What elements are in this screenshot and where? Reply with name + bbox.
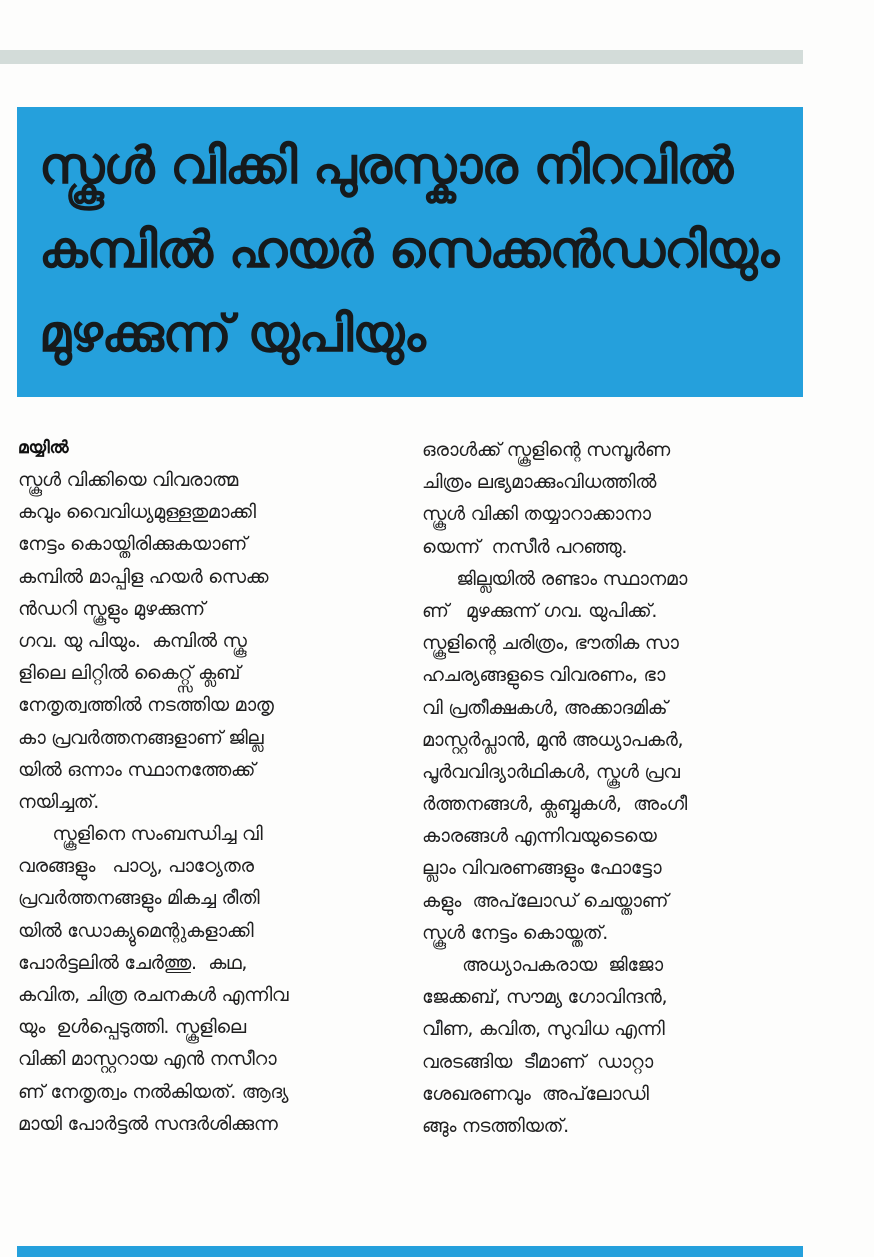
right-column-line: സ്കൂളിന്റെ ചരിത്രം, ഭൗതിക സാ: [422, 632, 679, 655]
right-column: [422, 434, 794, 1142]
right-column-line: ചിത്രം ലഭ്യമാക്കുംവിധത്തിൽ: [422, 471, 657, 494]
right-column-line: ങ്ങും നടത്തിയത്.: [422, 1114, 569, 1137]
right-column-line: സ്കൂൾ വിക്കി തയ്യാറാക്കാനാ: [422, 503, 651, 526]
left-column-line: യിൽ ഒന്നാം സ്ഥാനത്തേക്ക്: [18, 758, 256, 781]
right-column-line: ജില്ലയിൽ രണ്ടാം സ്ഥാനമാ: [422, 567, 688, 590]
left-column-line: സ്കൂൾ വിക്കിയെ വിവരാത്മ: [18, 469, 238, 491]
right-column-line: വി പ്രതീക്ഷകൾ, അക്കാദമിക്: [422, 696, 668, 719]
left-column-line: നേതൃത്വത്തിൽ നടത്തിയ മാതൃ: [18, 694, 274, 717]
left-column-line: വിക്കി മാസ്റ്ററായ എൻ നസീറാ: [18, 1048, 277, 1071]
left-column-line: കവിത, ചിത്ര രചനകൾ എന്നിവ: [18, 984, 289, 1006]
headline-line-2: കമ്പിൽ ഹയർ സെക്കൻഡറിയും: [39, 221, 779, 280]
right-column-line: പൂർവവിദ്യാർഥികൾ, സ്കൂൾ പ്രവ: [422, 760, 680, 783]
right-column-line: ഒരാൾക്ക് സ്കൂളിന്റെ സമ്പൂർണ: [422, 439, 670, 461]
left-column-line: ളിലെ ലിറ്റിൽ കൈറ്റ്സ് ക്ലബ്: [18, 662, 241, 685]
right-column-line: ർത്തനങ്ങൾ, ക്ലബ്ബുകൾ, അംഗീ: [422, 793, 688, 816]
byline: മയ്യിൽ: [18, 438, 69, 458]
top-divider: [0, 50, 803, 64]
left-column-line: നയിച്ചത്.: [18, 790, 100, 813]
headline-line-1: സ്കൂൾ വിക്കി പുരസ്കാര നിറവിൽ: [39, 137, 733, 196]
right-column-line: കാരങ്ങൾ എന്നിവയുടെയെ: [422, 825, 657, 848]
right-column-text: [422, 434, 794, 1142]
right-column-line: കളും അപ്‌ലോഡ് ചെയ്താണ്: [422, 889, 669, 912]
left-column-line: ഗവ. യു പിയും. കമ്പിൽ സ്കൂ: [18, 629, 247, 652]
left-column-line: വരങ്ങളും പാഠ്യ, പാഠ്യേതര: [18, 855, 254, 878]
right-column-line: യെന്ന് നസീർ പറഞ്ഞു.: [422, 535, 628, 558]
right-column-line: അധ്യാപകരായ ജിജോ: [422, 954, 663, 976]
right-column-line: സ്കൂൾ നേട്ടം കൊയ്തത്.: [422, 921, 609, 944]
right-column-line: ശേഖരണവും അപ്‌ലോഡി: [422, 1082, 649, 1105]
left-column-line: പോർട്ടലിൽ ചേർത്തു. കഥ,: [18, 951, 248, 974]
right-column-line: മാസ്റ്റർപ്ലാൻ, മുൻ അധ്യാപകർ,: [422, 728, 684, 751]
left-column-line: ൻഡറി സ്കൂളും മുഴക്കുന്ന്: [18, 597, 205, 620]
headline-box: [17, 107, 803, 397]
headline-line-3: മുഴക്കുന്ന് യുപിയും: [39, 305, 425, 364]
left-column-line: യിൽ ഡോക്യുമെന്റുകളാക്കി: [18, 919, 254, 942]
right-column-line: ല്ലാം വിവരണങ്ങളും ഫോട്ടോ: [422, 857, 662, 880]
left-column-line: കാ പ്രവർത്തനങ്ങളാണ് ജില്ല: [18, 726, 264, 749]
left-column: [18, 432, 390, 1140]
left-column-line: കമ്പിൽ മാപ്പിള ഹയർ സെക്ക: [18, 565, 269, 588]
bottom-divider: [17, 1246, 803, 1257]
left-column-line: കവും വൈവിധ്യമുള്ളതുമാക്കി: [18, 501, 256, 524]
right-column-line: വരടങ്ങിയ ടീമാണ് ഡാറ്റാ: [422, 1050, 653, 1073]
left-column-line: പ്രവർത്തനങ്ങളും മികച്ച രീതി: [18, 887, 260, 910]
left-column-line: നേട്ടം കൊയ്തിരിക്കുകയാണ്: [18, 533, 247, 556]
right-column-line: വീണ, കവിത, സുവിധ എന്നി: [422, 1018, 665, 1041]
right-column-line: ഹചര്യങ്ങളുടെ വിവരണം, ഭാ: [422, 664, 666, 687]
left-column-line: സ്കൂളിനെ സംബന്ധിച്ച വി: [18, 823, 263, 846]
left-column-line: ണ് നേതൃത്വം നൽകിയത്. ആദ്യ: [18, 1080, 289, 1103]
right-column-line: ണ് മുഴക്കുന്ന് ഗവ. യുപിക്ക്.: [422, 599, 658, 622]
right-column-line: ജേക്കബ്, സൗമ്യ ഗോവിന്ദൻ,: [422, 986, 668, 1009]
left-column-text: [18, 464, 390, 1140]
left-column-line: മായി പോർട്ടൽ സന്ദർശിക്കുന്ന: [18, 1112, 278, 1135]
left-column-line: യും ഉൾപ്പെടുത്തി. സ്കൂളിലെ: [18, 1016, 246, 1039]
